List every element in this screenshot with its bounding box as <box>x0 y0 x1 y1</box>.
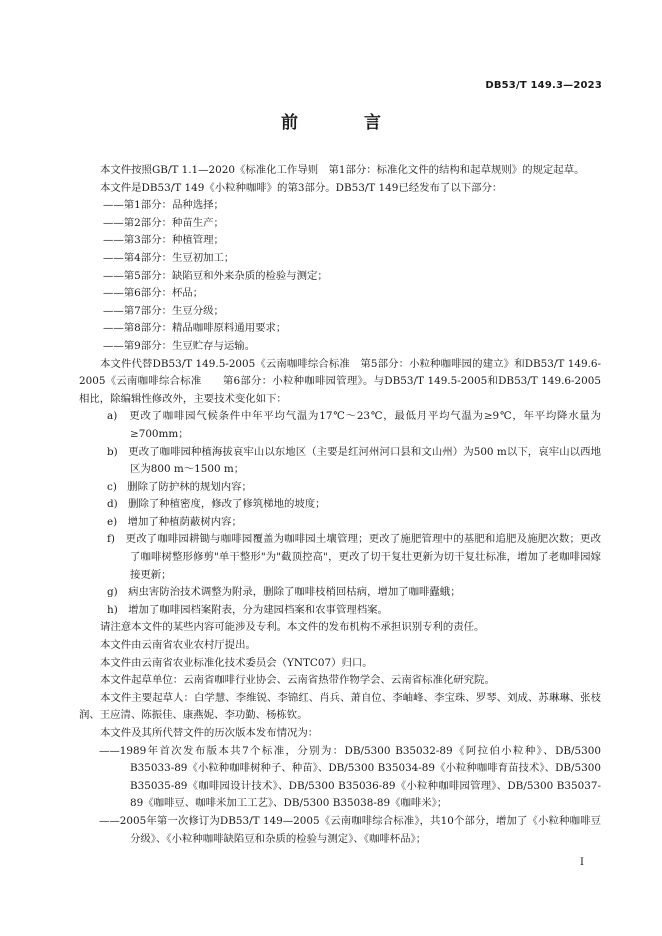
list-item: ——第4部分：生豆初加工； <box>103 251 235 264</box>
drafting-units: 本文件起草单位：云南省咖啡行业协会、云南省热带作物学会、云南省标准化研究院。 <box>100 674 495 687</box>
list-item: ——第1部分：品种选择； <box>103 199 224 212</box>
drafters: 本文件主要起草人：白学慧、李维锐、李锦红、肖兵、萧自位、李岫峰、李宝珠、罗琴、刘成、苏琳琳、张枝润、王应清、陈振佳、康燕妮、李功勤、杨栋钦。 <box>79 691 601 722</box>
page-title: 前 言 <box>281 113 411 133</box>
list-item: d) 删除了种植密度，修改了修筑梯地的坡度； <box>107 498 326 511</box>
replaces-paragraph: 本文件代替DB53/T 149.5-2005《云南咖啡综合标准 第5部分：小粒种咖啡园的建立》和DB53/T 149.6-2005《云南咖啡综合标准 第6部分：小粒种咖啡园管理》。与DB53/T 149.5-2005和DB53/T 149.6-2005相比，除编辑性修改外，主要技术变化如下： <box>79 357 601 405</box>
history-intro: 本文件及其所代替文件的历次版本发布情况为： <box>100 727 319 739</box>
proposer-statement: 本文件由云南省农业农村厅提出。 <box>100 639 256 652</box>
list-item: g) 病虫害防治技术调整为附录，删除了咖啡枝梢回枯病，增加了咖啡蠹蛾； <box>107 586 461 599</box>
list-item: f) 更改了咖啡园耕锄与咖啡园覆盖为咖啡园土壤管理；更改了施肥管理中的基肥和追肥及施肥次数；更改了咖啡树整形修剪"单干整形"为"截顶控高"，更改了切干复壮更新为切干复壮标准，增加了老咖啡园嫁接更新； <box>107 533 601 581</box>
list-item: e) 增加了种植荫蔽树内容； <box>107 515 242 528</box>
foreword-body <box>79 162 601 848</box>
patent-statement: 请注意本文件的某些内容可能涉及专利。本文件的发布机构不承担识别专利的责任。 <box>100 621 485 634</box>
history-list <box>79 743 601 849</box>
list-item: b) 更改了咖啡园种植海拔哀牢山以东地区（主要是红河州河口县和文山州）为500 m以下，哀牢山以西地区为800 m～1500 m； <box>107 445 601 476</box>
list-item: ——2005年第一次修订为DB53/T 149—2005《云南咖啡综合标准》，共10个部分，增加了《小粒种咖啡豆分级》、《小粒种咖啡缺陷豆和杂质的检验与测定》、《咖啡杯品》； <box>99 814 601 845</box>
list-item: ——第2部分：种苗生产； <box>103 216 224 229</box>
list-item: h) 增加了咖啡园档案附表，分为建园档案和农事管理档案。 <box>107 603 388 616</box>
list-item: ——1989年首次发布版本共7个标准，分别为：DB/5300 B35032-89《阿拉伯小粒种》、DB/5300 B35033-89《小粒种咖啡树种子、种苗》、DB/5300 B35034-89《小粒种咖啡育苗技术》、DB/5300 B35035-89《咖啡园设计技术》、DB/5300 B35036-89《小粒种咖啡园管理》、DB/5300 B35037-89《咖啡豆、咖啡米加工工艺》、DB/5300 B35038-89《咖啡米》； <box>99 744 601 810</box>
list-item: ——第5部分：缺陷豆和外来杂质的检验与测定； <box>103 269 328 282</box>
list-item: a) 更改了咖啡园气候条件中年平均气温为17℃～23℃，最低月平均气温为≥9℃，年平均降水量为≥700mm； <box>107 410 601 440</box>
list-item: ——第8部分：精品咖啡原料通用要求； <box>103 322 287 335</box>
list-item: ——第7部分：生豆分级； <box>103 304 224 317</box>
intro-paragraph: 本文件是DB53/T 149《小粒种咖啡》的第3部分。DB53/T 149已经发布了以下部分： <box>100 181 503 194</box>
intro-paragraph: 本文件按照GB/T 1.1—2020《标准化工作导则 第1部分：标准化文件的结构和起草规则》的规定起草。 <box>100 164 585 176</box>
list-item: ——第6部分：杯品； <box>103 287 204 300</box>
document-code: DB53/T 149.3—2023 <box>485 80 602 91</box>
page-number: I <box>580 857 584 868</box>
list-item: c) 删除了防护林的规划内容； <box>107 480 252 493</box>
committee-statement: 本文件由云南省农业标准化技术委员会（YNTC07）归口。 <box>100 656 373 669</box>
list-item: ——第3部分：种植管理； <box>103 234 224 247</box>
changes-list <box>79 408 601 619</box>
parts-list <box>79 197 601 355</box>
list-item: ——第9部分：生豆贮存与运输。 <box>103 339 256 352</box>
